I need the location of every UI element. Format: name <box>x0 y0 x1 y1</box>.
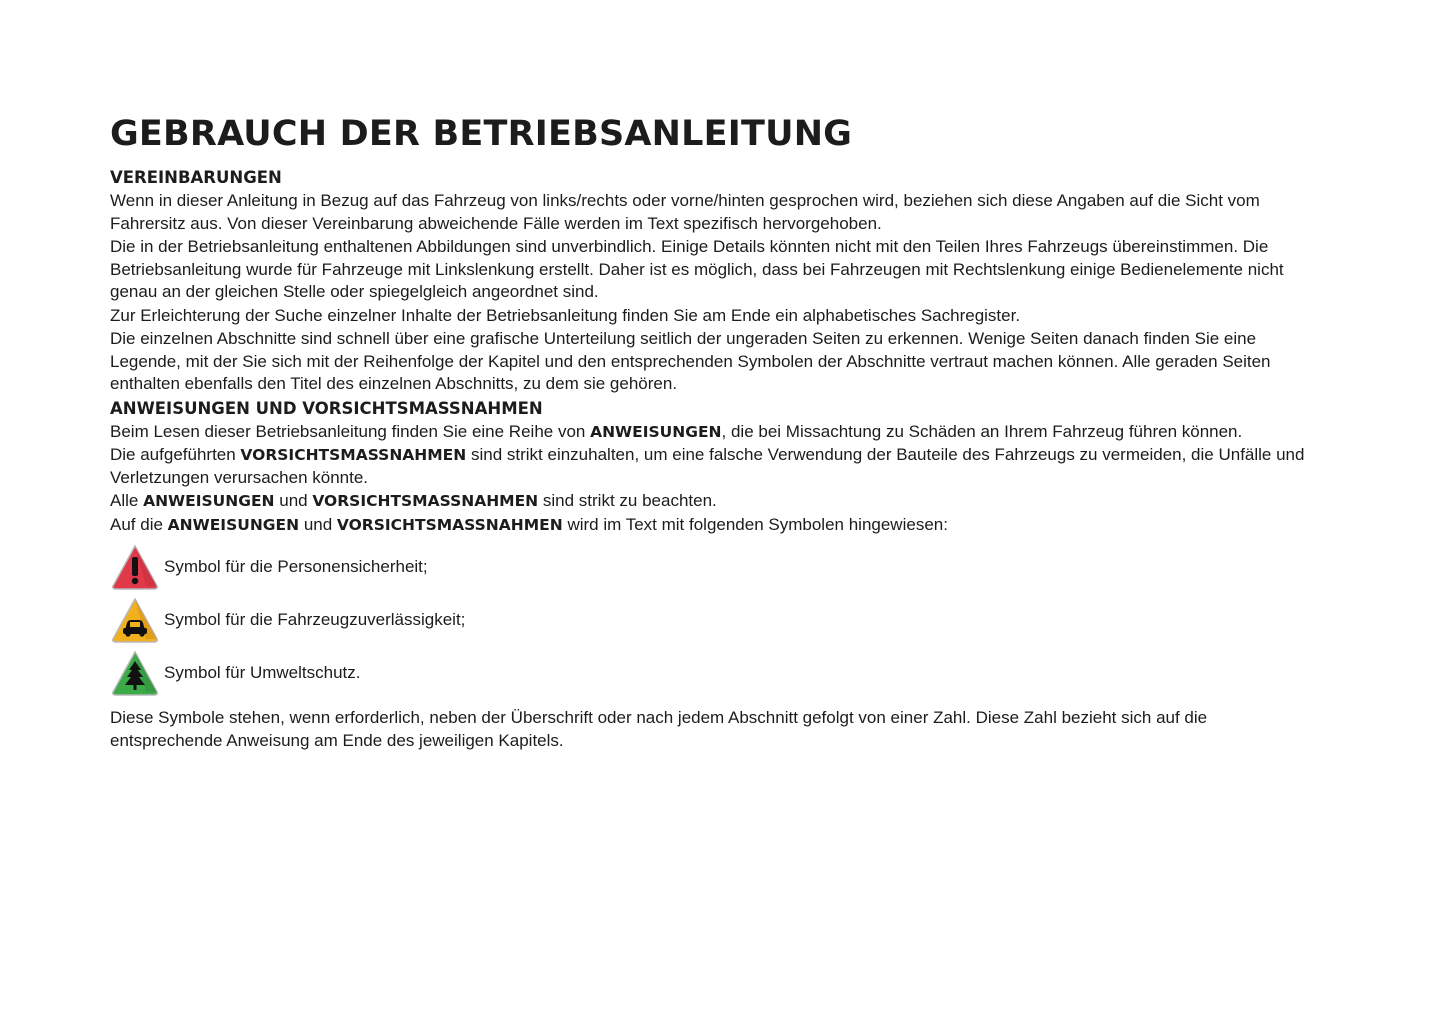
page-content <box>110 112 1310 753</box>
text: wird im Text mit folgenden Symbolen hingewiesen: <box>562 514 948 534</box>
symbol-row-personensicherheit <box>110 540 1310 593</box>
paragraph <box>110 490 1310 513</box>
paragraph: Diese Symbole stehen, wenn erforderlich, neben der Überschrift oder nach jedem Abschnitt gefolgt von einer Zahl. Diese Zahl bezieht sich auf die entsprechende Anweisung am Ende des jeweiligen Kapitels. <box>110 708 1208 750</box>
paragraph <box>110 421 1310 444</box>
section-heading-vereinbarungen: VEREINBARUNGEN <box>110 168 282 187</box>
paragraph: Zur Erleichterung der Suche einzelner Inhalte der Betriebsanleitung finden Sie am Ende ein alphabetisches Sachregister. <box>110 305 1021 325</box>
paragraph: Die in der Betriebsanleitung enthaltenen Abbildungen sind unverbindlich. Einige Details könnten nicht mit den Teilen Ihres Fahrzeugs übereinstimmen. Die Betriebsanleitung wurde für Fahrzeuge mit Linkslenkung erstellt. Daher ist es möglich, dass bei Fahrzeugen mit Rechtslenkung einige Bedienelemente nicht genau an der gleichen Stelle oder spiegelgleich angeordnet sind. <box>110 237 1284 301</box>
emphasis-vorsichtsmassnahmen: VORSICHTSMASSNAHMEN <box>240 446 467 464</box>
text: , die bei Missachtung zu Schäden an Ihrem Fahrzeug führen können. <box>721 421 1243 441</box>
symbol-list <box>110 540 1310 699</box>
text: sind strikt einzuhalten, um eine falsche Verwendung der Bauteile des Fahrzeugs zu vermeiden, die Unfälle und Verletzungen verursachen könnte. <box>110 445 1305 487</box>
paragraph: Wenn in dieser Anleitung in Bezug auf das Fahrzeug von links/rechts oder vorne/hinten gesprochen wird, beziehen sich diese Angaben auf die Sicht vom Fahrersitz aus. Von dieser Vereinbarung abweichende Fälle werden im Text spezifisch hervorgehoben. <box>110 191 1260 233</box>
paragraph: Die einzelnen Abschnitte sind schnell über eine grafische Unterteilung seitlich der ungeraden Seiten zu erkennen. Wenige Seiten danach finden Sie eine Legende, mit der Sie sich mit der Reihenfolge der Kapitel und den entsprechenden Symbolen der Abschnitte vertraut machen können. Alle geraden Seiten enthalten ebenfalls den Titel des einzelnen Abschnitts, zu dem sie gehören. <box>110 329 1271 393</box>
warning-tree-icon <box>110 649 160 697</box>
symbol-row-fahrzeugzuverlaessigkeit <box>110 593 1310 646</box>
text: Die aufgeführten <box>110 445 241 464</box>
emphasis-anweisungen: ANWEISUNGEN <box>143 492 275 510</box>
symbol-label: Symbol für Umweltschutz. <box>164 662 361 682</box>
warning-exclamation-icon <box>110 543 160 591</box>
emphasis-anweisungen: ANWEISUNGEN <box>590 422 722 441</box>
paragraph <box>110 444 1310 489</box>
emphasis-vorsichtsmassnahmen: VORSICHTSMASSNAHMEN <box>312 492 539 510</box>
text: und <box>274 491 313 510</box>
text: sind strikt zu beachten. <box>538 491 717 510</box>
paragraph <box>110 514 1310 537</box>
section-heading-anweisungen: ANWEISUNGEN UND VORSICHTSMASSNAHMEN <box>110 398 543 418</box>
page-title: GEBRAUCH DER BETRIEBSANLEITUNG <box>110 114 853 154</box>
symbol-label: Symbol für die Personensicherheit; <box>164 556 428 576</box>
text: Auf die <box>110 514 168 534</box>
emphasis-vorsichtsmassnahmen: VORSICHTSMASSNAHMEN <box>336 515 563 534</box>
text: Alle <box>110 491 144 510</box>
emphasis-anweisungen: ANWEISUNGEN <box>167 515 300 534</box>
warning-car-icon <box>110 596 160 644</box>
symbol-label: Symbol für die Fahrzeugzuverlässigkeit; <box>164 609 466 629</box>
symbol-row-umweltschutz <box>110 646 1310 699</box>
text: Beim Lesen dieser Betriebsanleitung finden Sie eine Reihe von <box>110 421 591 441</box>
text: und <box>299 514 337 534</box>
